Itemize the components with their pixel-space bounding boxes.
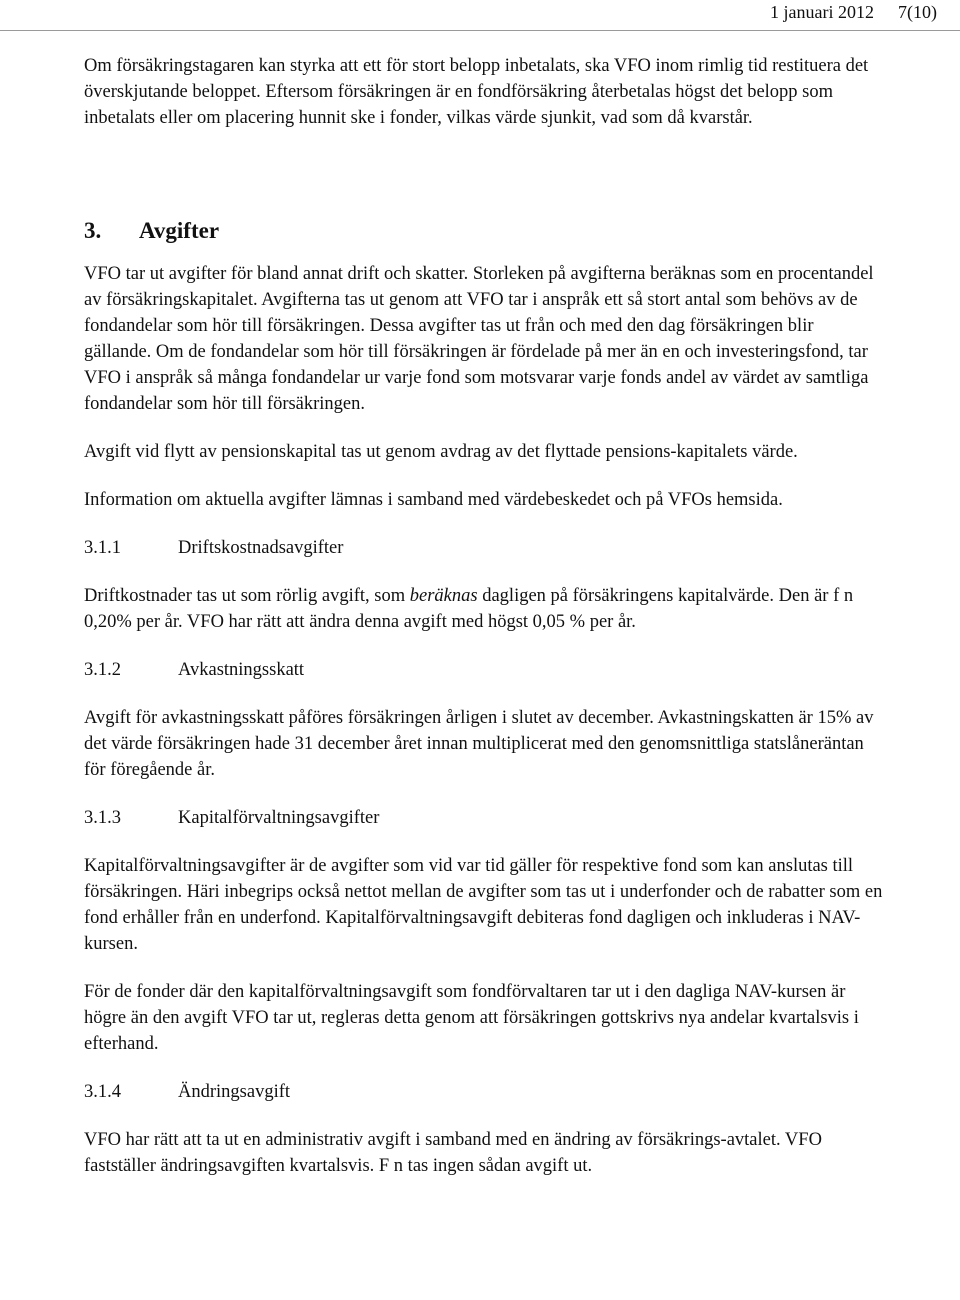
section-number: 3. [84,218,102,243]
subsection-paragraph-3-1-2: Avgift för avkastningsskatt påföres försäkringen årligen i slutet av december. Avkastningskatten är 15% av det värde försäkringen hade 31 december året innan multiplicerat med den genomsnittliga statslåneräntan för föregående år. [84,708,874,780]
subsection-number: 3.1.3 [84,808,121,828]
text-run: Driftkostnader tas ut som rörlig avgift, som [84,586,410,606]
subsection-title: Kapitalförvaltningsavgifter [178,808,380,828]
section-paragraph-1: VFO tar ut avgifter för bland annat drift och skatter. Storleken på avgifterna beräknas som en procentandel av försäkringskapitalet. Avgifterna tas ut genom att VFO tar i anspråk ett så stort antal som behövs av de fondandelar som hör till försäkringen. Dessa avgifter tas ut från och med den dag försäkringen blir gällande. Om de fondandelar som hör till försäkringen är fördelade på mer än en och investeringsfond, tar VFO i anspråk så många fondandelar ur varje fond som motsvarar varje fonds andel av värdet av samtliga fondandelar som hör till försäkringen. [84,264,874,414]
header-date: 1 januari 2012 [770,2,874,22]
document-body [84,53,884,1179]
header-page-number: 7(10) [898,2,937,22]
subsection-heading-3-1-1 [84,535,884,561]
intro-paragraph: Om försäkringstagaren kan styrka att ett för stort belopp inbetalats, ska VFO inom rimlig tid restituera det överskjutande beloppet. Eftersom försäkringen är en fondförsäkring återbetalas högst det belopp som inbetalats eller om placering hunnit ske i fonder, vilkas värde sjunkit, vad som då kvarstår. [84,56,869,128]
subsection-number: 3.1.1 [84,538,121,558]
subsection-paragraph-3-1-4: VFO har rätt att ta ut en administrativ avgift i samband med en ändring av försäkrings-avtalet. VFO fastställer ändringsavgiften kvartalsvis. F n tas ingen sådan avgift ut. [84,1130,822,1176]
emphasized-text: beräknas [409,586,478,606]
subsection-number: 3.1.4 [84,1082,121,1102]
subsection-paragraph-3-1-1 [84,583,884,635]
section-paragraph-2: Avgift vid flytt av pensionskapital tas ut genom avdrag av det flyttade pensions-kapitalets värde. [84,442,798,462]
subsection-title: Driftskostnadsavgifter [178,538,344,558]
subsection-paragraph-3-1-3b: För de fonder där den kapitalförvaltningsavgift som fondförvaltaren tar ut i den dagliga NAV-kursen är högre än den avgift VFO tar ut, regleras detta genom att försäkringen gottskrivs nya andelar kvartalsvis i efterhand. [84,982,859,1054]
section-title: Avgifter [139,218,220,243]
text-run: dagligen på försäkringens kapitalvärde. Den är f n 0,20% per år. VFO har rätt att ändra denna avgift med högst 0,05 % per år. [84,586,854,632]
subsection-heading-3-1-3 [84,805,884,831]
section-heading [84,216,884,246]
subsection-number: 3.1.2 [84,660,121,680]
subsection-heading-3-1-2 [84,657,884,683]
subsection-title: Avkastningsskatt [178,660,305,680]
section-paragraph-3: Information om aktuella avgifter lämnas i samband med värdebeskedet och på VFOs hemsida. [84,490,783,510]
page-header [0,0,960,31]
subsection-heading-3-1-4 [84,1079,884,1105]
subsection-title: Ändringsavgift [178,1082,291,1102]
subsection-paragraph-3-1-3a: Kapitalförvaltningsavgifter är de avgifter som vid var tid gäller för respektive fond som kan anslutas till försäkringen. Häri inbegrips också nettot mellan de avgifter som tas ut i underfonder och de rabatter som en fond erhåller från en underfond. Kapitalförvaltningsavgift debiteras fond dagligen och inkluderas i NAV-kursen. [84,856,883,954]
